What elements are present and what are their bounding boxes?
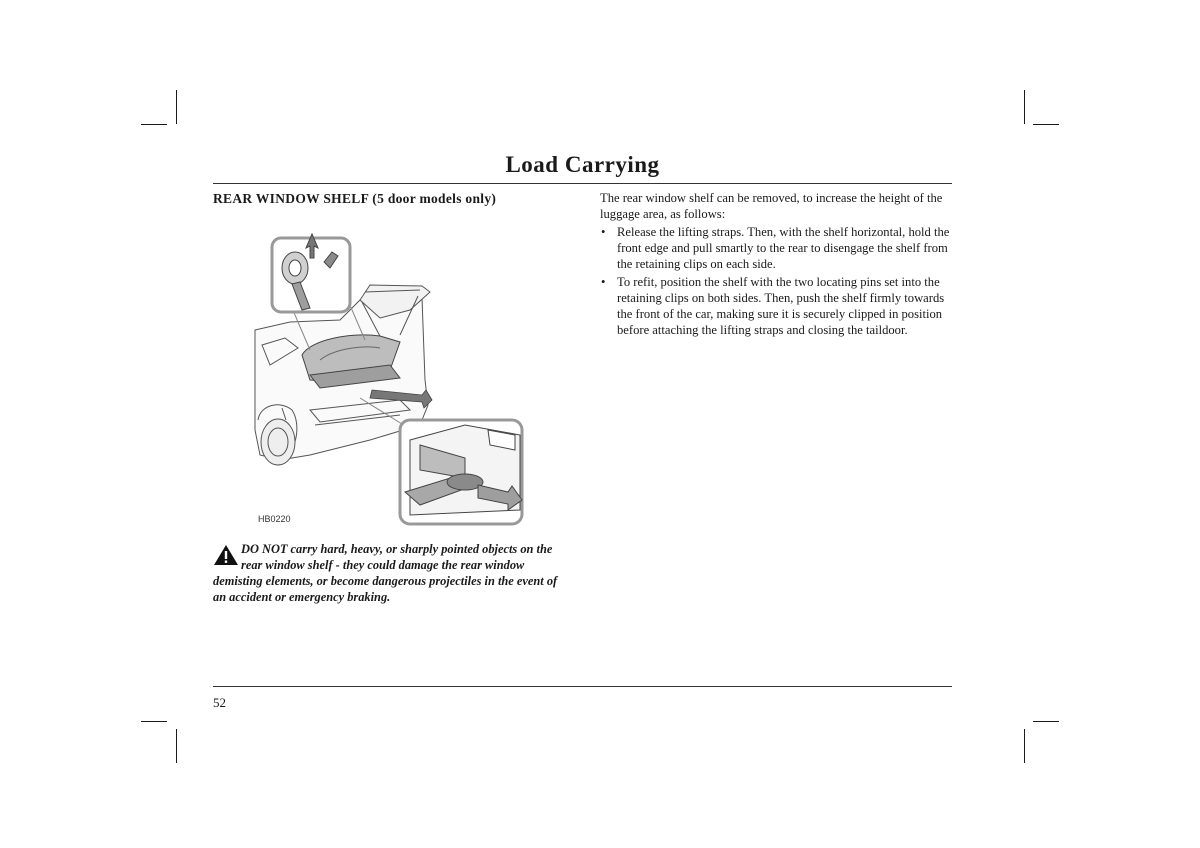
intro-paragraph: The rear window shelf can be removed, to increase the height of the luggage area, as follows:: [600, 191, 943, 221]
crop-mark: [1033, 721, 1059, 722]
list-item: • To refit, position the shelf with the two locating pins set into the retaining clips on both sides. Then, push the shelf firmly towards the front of the car, making sure it is securely clipped in position before attaching the lifting straps and closing the taildoor.: [601, 275, 945, 337]
header-rule: [213, 183, 952, 184]
rear-shelf-illustration: [250, 230, 530, 530]
warning-triangle-icon: [213, 544, 239, 566]
car-tailgate-illustration: [250, 230, 530, 530]
figure-code: HB0220: [258, 514, 291, 524]
list-item: • Release the lifting straps. Then, with the shelf horizontal, hold the front edge and pull smartly to the rear to disengage the shelf from the retaining clips on each side.: [601, 225, 950, 271]
bullet-icon: •: [601, 275, 606, 289]
crop-mark: [1024, 729, 1025, 763]
warning-note: [213, 541, 573, 605]
instruction-list: [600, 224, 956, 338]
bullet-icon: •: [601, 225, 606, 239]
section-heading: REAR WINDOW SHELF (5 door models only): [213, 191, 497, 206]
crop-mark: [1033, 124, 1059, 125]
warning-text: DO NOT carry hard, heavy, or sharply pointed objects on the rear window shelf - they could damage the rear window demisting elements, or become dangerous projectiles in the event of an accident or emergency braking.: [213, 542, 558, 604]
body-text: [600, 190, 956, 340]
page-number: 52: [213, 695, 226, 710]
crop-mark: [1024, 90, 1025, 124]
crop-mark: [176, 729, 177, 763]
crop-mark: [176, 90, 177, 124]
crop-mark: [141, 721, 167, 722]
page-title: Load Carrying: [505, 152, 660, 177]
footer-rule: [213, 686, 952, 687]
crop-mark: [141, 124, 167, 125]
